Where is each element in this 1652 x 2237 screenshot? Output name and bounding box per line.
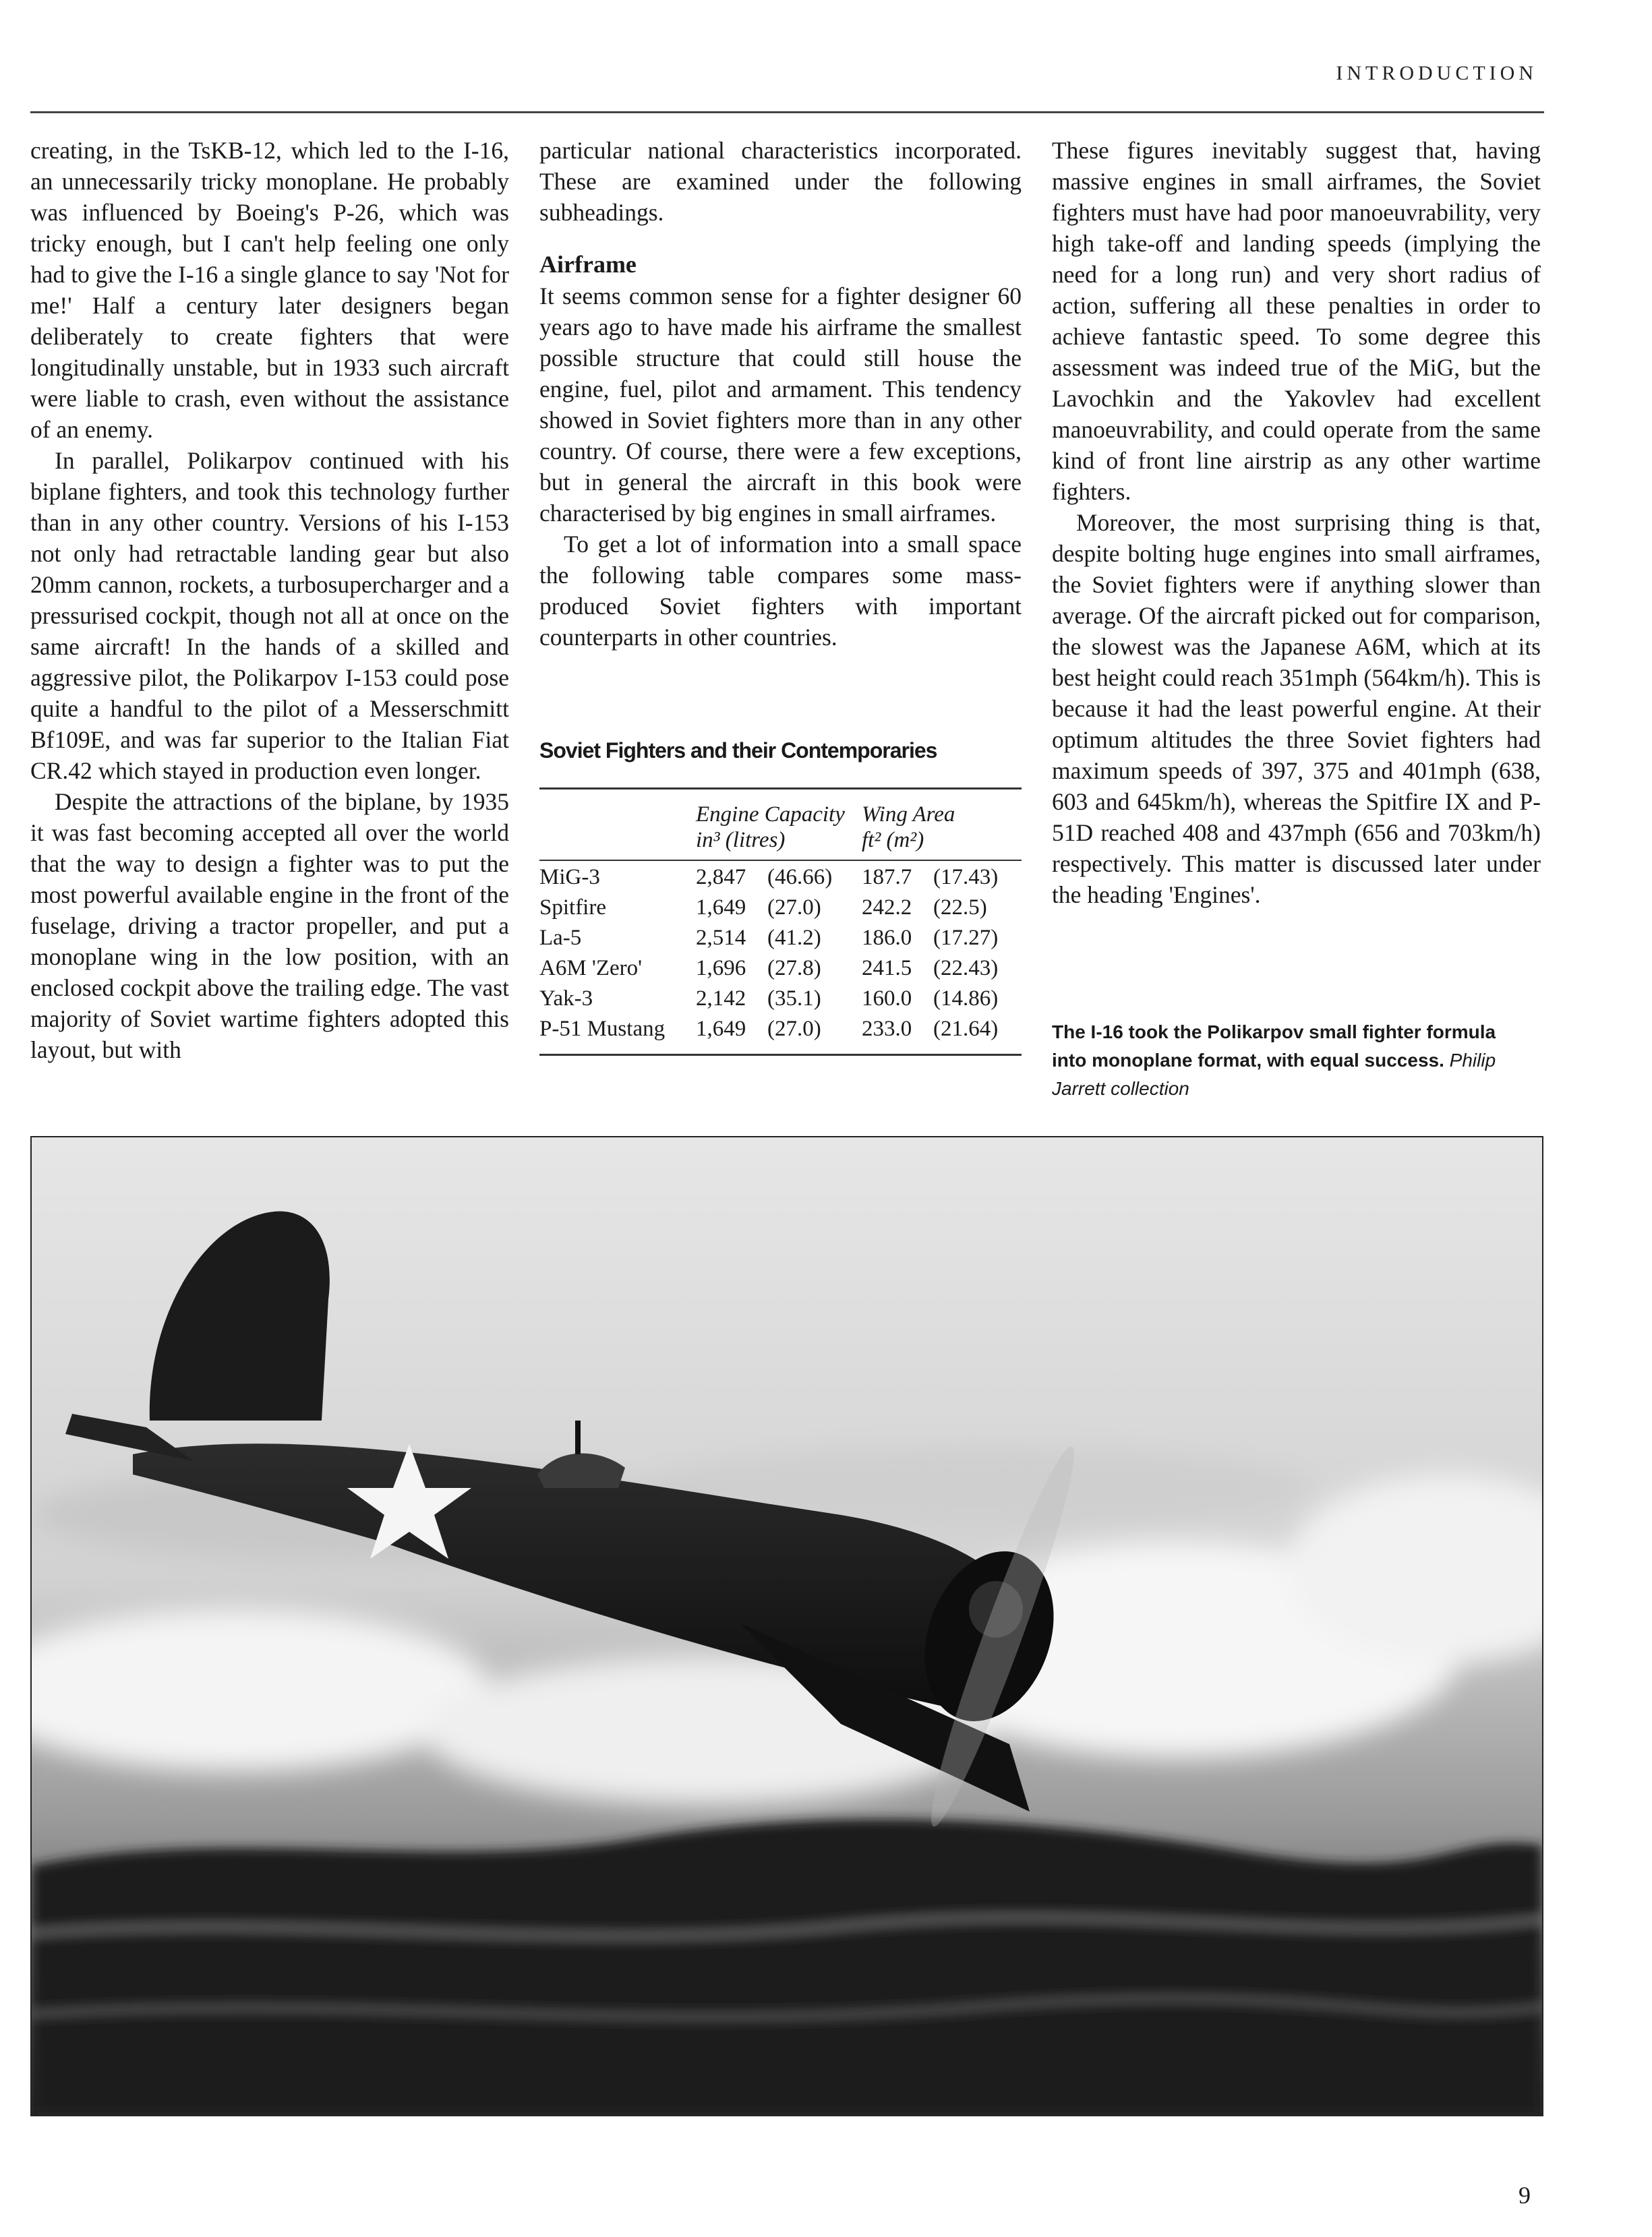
table-header bbox=[539, 789, 1022, 853]
table-rule-bottom bbox=[539, 1054, 1022, 1056]
fighters-table bbox=[539, 738, 1022, 1056]
ground-icon bbox=[32, 1819, 1542, 2115]
header-rule bbox=[30, 111, 1544, 113]
table-row: Yak-3 2,142 (35.1) 160.0 (14.86) bbox=[539, 986, 999, 1011]
caption-text: The I-16 took the Polikarpov small fighter formula into monoplane format, with equal success. bbox=[1052, 1021, 1496, 1071]
table-row: Spitfire 1,649 (27.0) 242.2 (22.5) bbox=[539, 895, 987, 920]
table-row: A6M 'Zero' 1,696 (27.8) 241.5 (22.43) bbox=[539, 956, 999, 980]
photo-caption bbox=[1052, 1018, 1517, 1103]
caption-credit: Philip Jarrett collection bbox=[1052, 1050, 1496, 1099]
header-wing-area: Wing Area ft² (m²) bbox=[862, 802, 955, 852]
paragraph: Moreover, the most surprising thing is that, despite bolting huge engines into small airframes, the Soviet fighters were if anything slower than average. Of the aircraft picked out for comparison, the slowest was the Japanese A6M, which at its best height could reach 351mph (564km/h). This is because it had the least powerful engine. At their optimum altitudes the three Soviet fighters had maximum speeds of 397, 375 and 401mph (638, 603 and 645km/h), whereas the Spitfire IX and P-51D reached 408 and 437mph (656 and 703km/h) respectively. This matter is discussed later under the heading 'Engines'. bbox=[1052, 509, 1541, 908]
text-column-1 bbox=[30, 135, 509, 1065]
aircraft-photo-icon bbox=[32, 1137, 1542, 2115]
table-body bbox=[539, 861, 1022, 1044]
paragraph: In parallel, Polikarpov continued with his biplane fighters, and took this technology further than in any other country. Versions of his I-153 not only had retractable landing gear but also 20mm cannon, rockets, a turbosupercharger and a pressurised cockpit, though not all at once on the same aircraft! In the hands of a skilled and aggressive pilot, the Polikarpov I-153 could pose quite a handful to the pilot of a Messerschmitt Bf109E, and was far superior to the Italian Fiat CR.42 which stayed in production even longer. bbox=[30, 447, 509, 784]
table-row: La-5 2,514 (41.2) 186.0 (17.27) bbox=[539, 926, 999, 950]
text-column-2 bbox=[539, 135, 1022, 653]
paragraph: It seems common sense for a fighter designer 60 years ago to have made his airframe the smallest possible structure that could still house the engine, fuel, pilot and armament. This tendency showed in Soviet fighters more than in any other country. Of course, there were a few exceptions, but in general the aircraft in this book were characterised by big engines in small airframes. bbox=[539, 282, 1022, 527]
header-engine-capacity: Engine Capacity in³ (litres) bbox=[696, 802, 845, 852]
running-head: INTRODUCTION bbox=[1336, 62, 1537, 84]
paragraph: These figures inevitably suggest that, having massive engines in small airframes, the Soviet fighters must have had poor manoeuvrability, very high take-off and landing speeds (implying the need for a long run) and very short radius of action, suffering all these penalties in order to achieve fantastic speed. To some degree this assessment was indeed true of the MiG, but the Lavochkin and the Yakovlev had excellent manoeuvrability, and could operate from the same kind of front line airstrip as any other wartime fighters. bbox=[1052, 137, 1541, 505]
paragraph: creating, in the TsKB-12, which led to the I-16, an unnecessarily tricky monoplane. He probably was influenced by Boeing's P-26, which was tricky enough, but I can't help feeling one only had to give the I-16 a single glance to say 'Not for me!' Half a century later designers began deliberately to create fighters that were longitudinally unstable, but in 1933 such aircraft were liable to crash, even without the assistance of an enemy. bbox=[30, 137, 509, 443]
paragraph: To get a lot of information into a small space the following table compares some mass-produced Soviet fighters with important counterparts in other countries. bbox=[539, 531, 1022, 651]
page-number: 9 bbox=[1518, 2182, 1531, 2209]
table-row: MiG-3 2,847 (46.66) 187.7 (17.43) bbox=[539, 865, 999, 889]
table-row: P-51 Mustang 1,649 (27.0) 233.0 (21.64) bbox=[539, 1017, 999, 1041]
text-column-3 bbox=[1052, 135, 1541, 910]
paragraph: Despite the attractions of the biplane, by 1935 it was fast becoming accepted all over the world that the way to design a fighter was to put the most powerful available engine in the front of the fuselage, driving a tractor propeller, and put a monoplane wing in the low position, with an enclosed cockpit above the trailing edge. The vast majority of Soviet wartime fighters adopted this layout, but with bbox=[30, 788, 509, 1063]
paragraph: particular national characteristics incorporated. These are examined under the following subheadings. bbox=[539, 137, 1022, 226]
aircraft-photo bbox=[30, 1136, 1543, 2116]
table-title: Soviet Fighters and their Contemporaries bbox=[539, 738, 937, 763]
subheading-airframe: Airframe bbox=[539, 251, 637, 278]
